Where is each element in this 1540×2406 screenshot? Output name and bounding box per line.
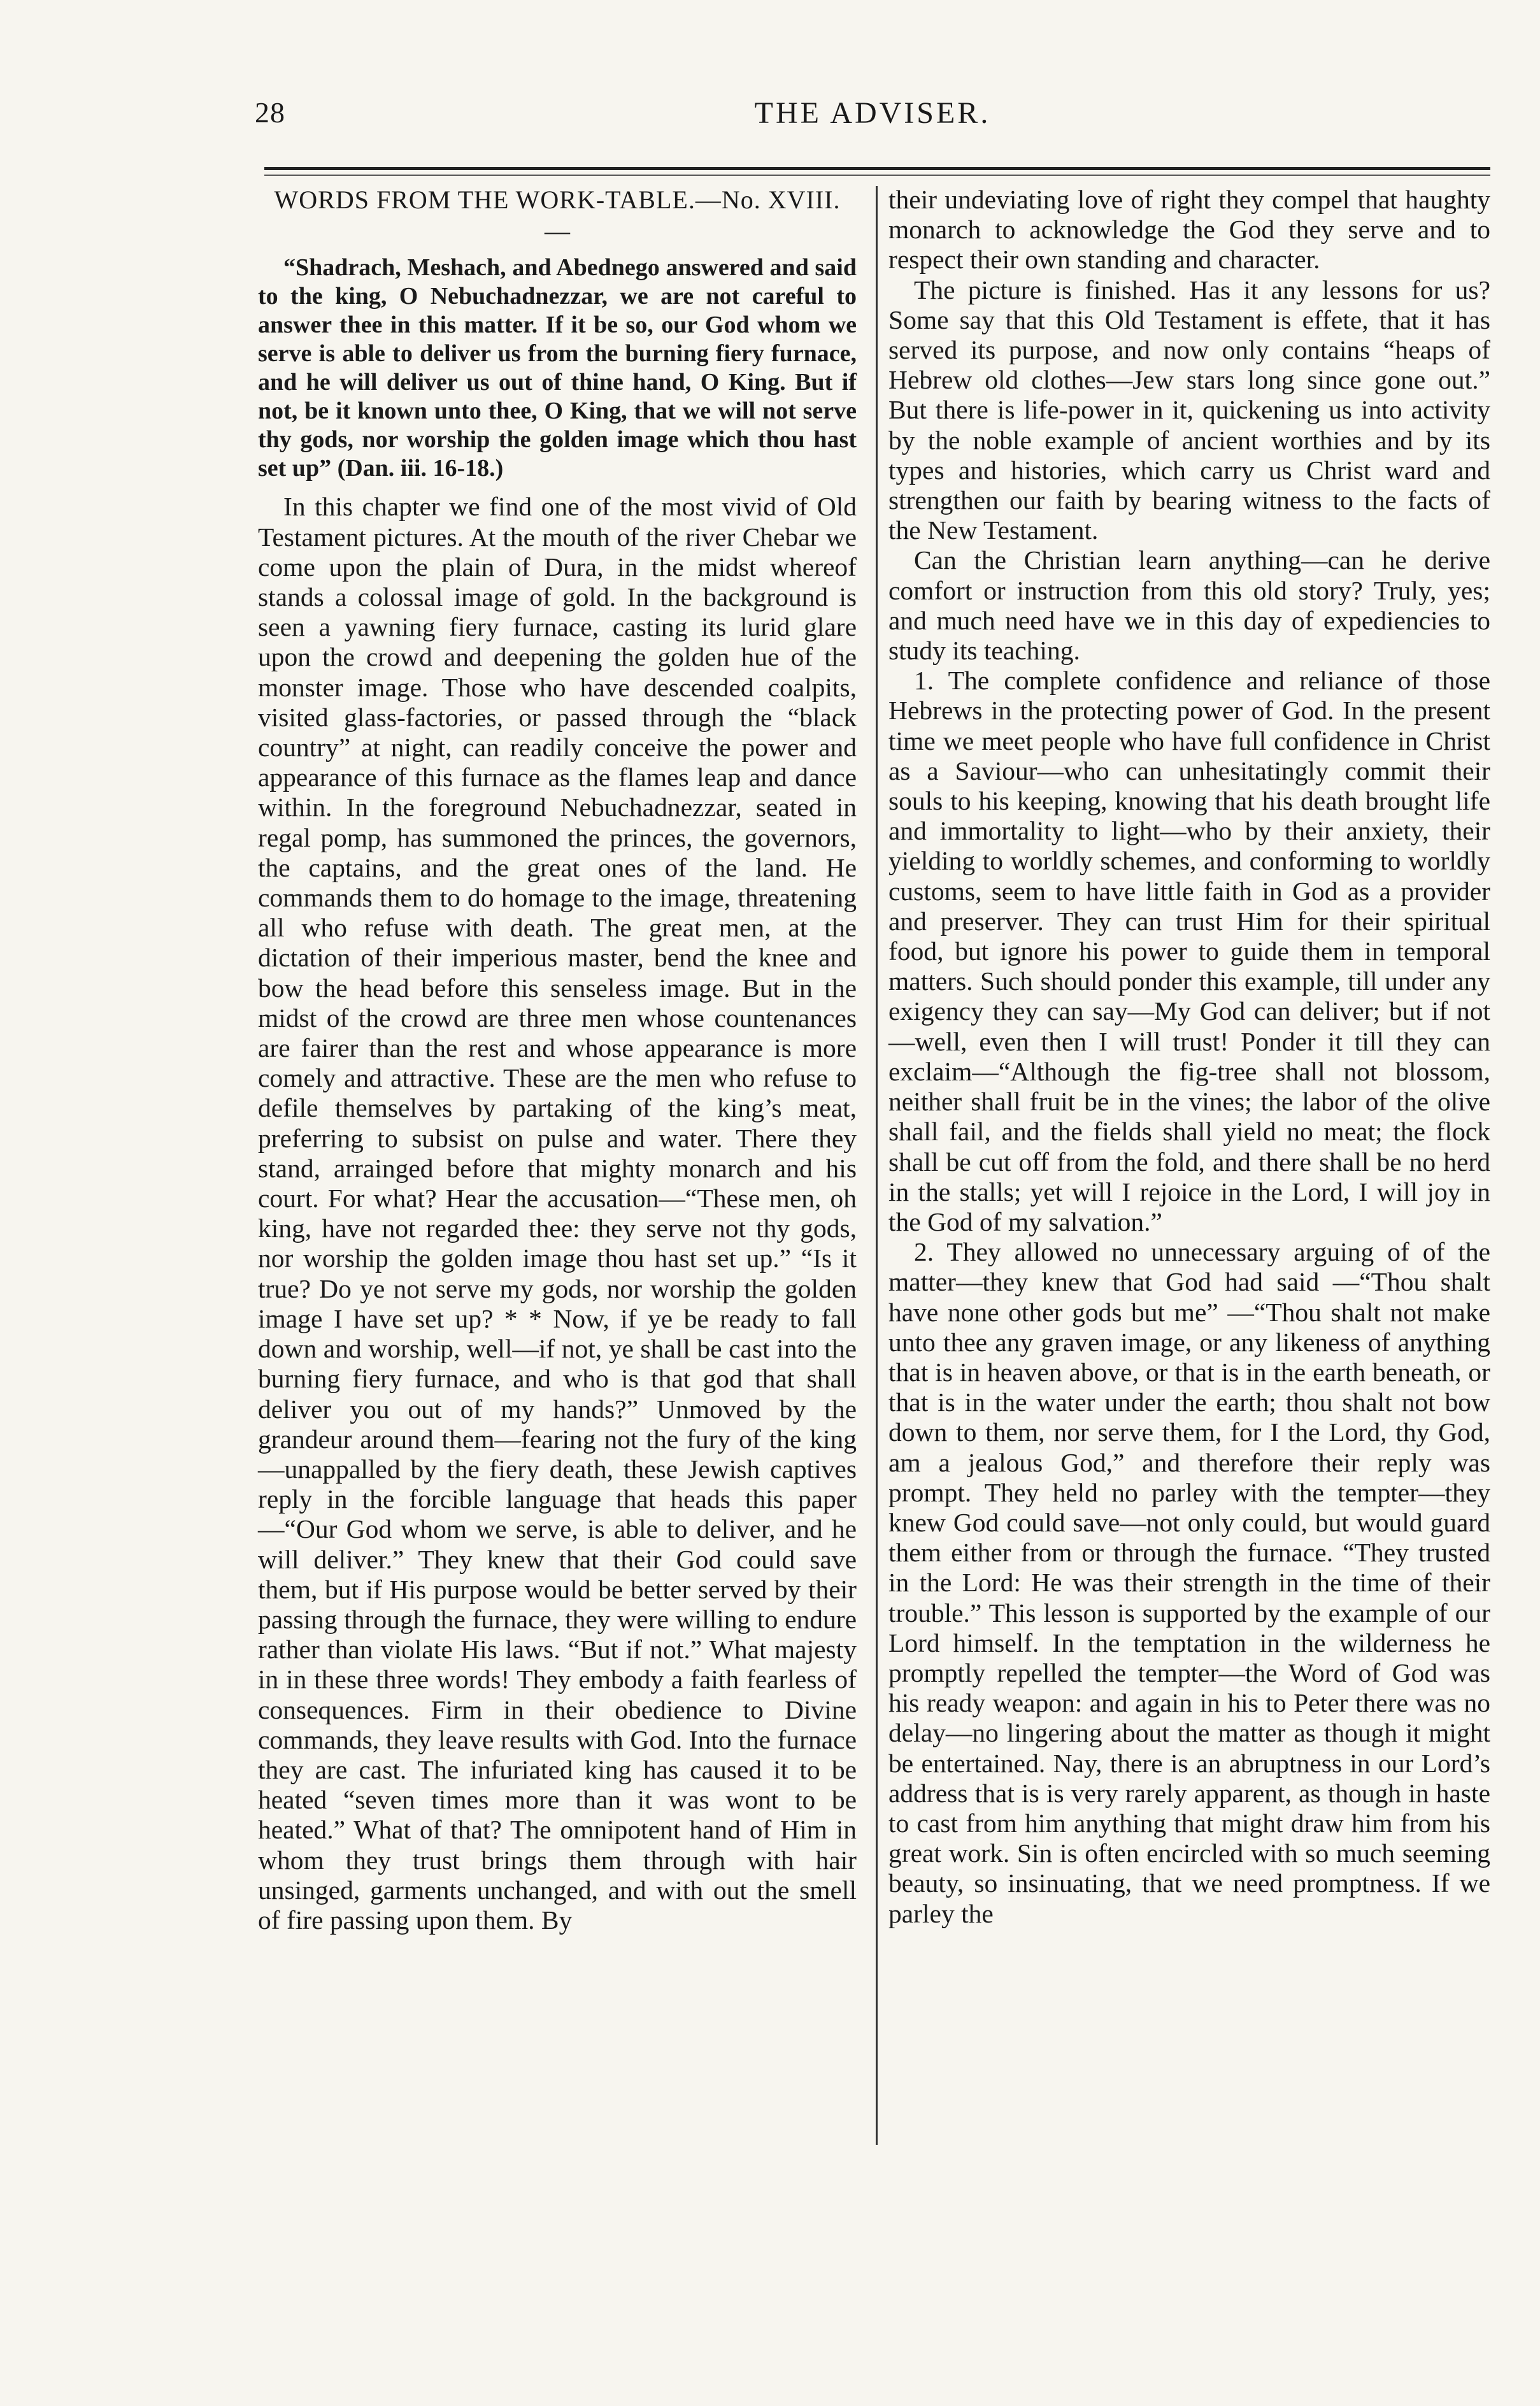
epigraph-paragraph: “Shadrach, Meshach, and Abednego answered and said to the king, O Nebuchadnezzar, we are not careful to answer thee in this matter. If it be so, our God whom we serve is able to deliver us from the burning fiery furnace, and he will deliver us out of thine hand, O King. But if not, be it known unto thee, O King, that we will not serve thy gods, nor worship the golden image which thou hast set up” (Dan. iii. 16-18.) [258,254,857,482]
page-number: 28 [255,96,285,129]
header-rule [264,167,1490,170]
article-title: WORDS FROM THE WORK-TABLE.—No. XVIII. [274,185,841,214]
body-paragraph: Can the Christian learn anything—can he derive comfort or instruction from this old story? Truly, yes; and much need have we in this day of expediencies to study its teaching. [888,545,1490,666]
body-paragraph: In this chapter we find one of the most vivid of Old Testament pictures. At the mouth of the river Chebar we come upon the plain of Dura, in the midst whereof stands a colossal image of gold. In the background is seen a yawning fiery furnace, casting its lurid glare upon the crowd and deepening the golden hue of the monster image. Those who have descended coalpits, visited glass-factories, or passed through the “black country” at night, can readily conceive the power and appearance of this furnace as the flames leap and dance within. In the foreground Nebuchadnezzar, seated in regal pomp, has summoned the princes, the governors, the captains, and the great ones of the land. He commands them to do homage to the image, threatening all who refuse with death. The great men, at the dictation of their imperious master, bend the knee and bow the head before this senseless image. But in the midst of the crowd are three men whose countenances are fairer than the rest and whose appearance is more comely and attractive. These are the men who refuse to defile themselves by partaking of the king’s meat, preferring to subsist on pulse and water. There they stand, arrainged before that mighty monarch and his court. For what? Hear the accusation—“These men, oh king, have not regarded thee: they serve not thy gods, nor worship the golden image thou hast set up.” “Is it true? Do ye not serve my gods, nor worship the golden image I have set up? * * Now, if ye be ready to fall down and worship, well—if not, ye shall be cast into the burning fiery furnace, and who is that god that shall deliver you out of my hands?” Unmoved by the grandeur around them—fearing not the fury of the king—unappalled by the fiery death, these Jewish captives reply in the forcible language that heads this paper—“Our God whom we serve, is able to deliver, and he will deliver.” They knew that their God could save them, but if His purpose would be better served by their passing through the furnace, they were willing to endure rather than violate His laws. “But if not.” What majesty in in these three words! They embody a faith fearless of consequences. Firm in their obedience to Divine commands, they leave results with God. Into the furnace they are cast. The infuriated king has caused it to be heated “seven times more than it was wont to be heated.” What of that? The omnipotent hand of Him in whom they trust brings them through with hair unsinged, garments unchanged, and with out the smell of fire passing upon them. By [258,492,857,1935]
column-divider [876,186,878,2145]
continued-paragraph: their undeviating love of right they compel that haughty monarch to acknowledge the God they serve and to respect their own standing and character. [888,185,1490,275]
left-column [258,185,857,1935]
body-paragraph: 1. The complete confidence and reliance of those Hebrews in the protecting power of God. In the present time we meet people who have full confidence in Christ as a Saviour—who can unhesitatingly commit their souls to his keeping, knowing that his death brought life and immortality to light—who by their anxiety, their yielding to worldly schemes, and conforming to worldly customs, seem to have little faith in God as a provider and preserver. They can trust Him for their spiritual food, but ignore his power to guide them in temporal matters. Such should ponder this example, till under any exigency they can say—My God can deliver; but if not —well, even then I will trust! Ponder it till they can exclaim—“Although the fig-tree shall not blossom, neither shall fruit be in the vines; the labor of the olive shall fail, and the fields shall yield no meat; the flock shall be cut off from the fold, and there shall be no herd in the stalls; yet will I rejoice in the Lord, I will joy in the God of my salvation.” [888,666,1490,1236]
page-header [255,96,1490,140]
body-paragraph: The picture is finished. Has it any lessons for us? Some say that this Old Testament is effete, that it has served its purpose, and now only contains “heaps of Hebrew old clothes—Jew stars long since gone out.” But there is life-power in it, quickening us into activity by the noble example of ancient worthies and by its types and histories, which carry us Christ ward and strengthen our faith by bearing witness to the facts of the New Testament. [888,275,1490,545]
title-dash: — [545,217,570,246]
body-paragraph: 2. They allowed no unnecessary arguing of of the matter—they knew that God had said —“Thou shalt have none other gods but me” —“Thou shalt not make unto thee any graven image, or any likeness of anything that is in heaven above, or that is in the earth beneath, or that is in the water under the earth; thou shalt not bow down to them, nor serve them, for I the Lord, thy God, am a jealous God,” and therefore their reply was prompt. They held no parley with the tempter—they knew God could save—not only could, but would guard them either from or through the furnace. “They trusted in the Lord: He was their strength in the time of their trouble.” This lesson is supported by the example of our Lord himself. In the temptation in the wilderness he promptly repelled the tempter—the Word of God was his ready weapon: and again in his to Peter there was no delay—no lingering about the matter as though it might be entertained. Nay, there is an abruptness in our Lord’s address that is is very rarely apparent, as though in haste to cast from him anything that might draw him from his great work. Sin is often encircled with so much seeming beauty, so insinuating, that we need promptness. If we parley the [888,1237,1490,1928]
running-title: THE ADVISER. [754,96,991,130]
right-column [888,185,1490,1929]
header-rule-thin [264,175,1490,176]
